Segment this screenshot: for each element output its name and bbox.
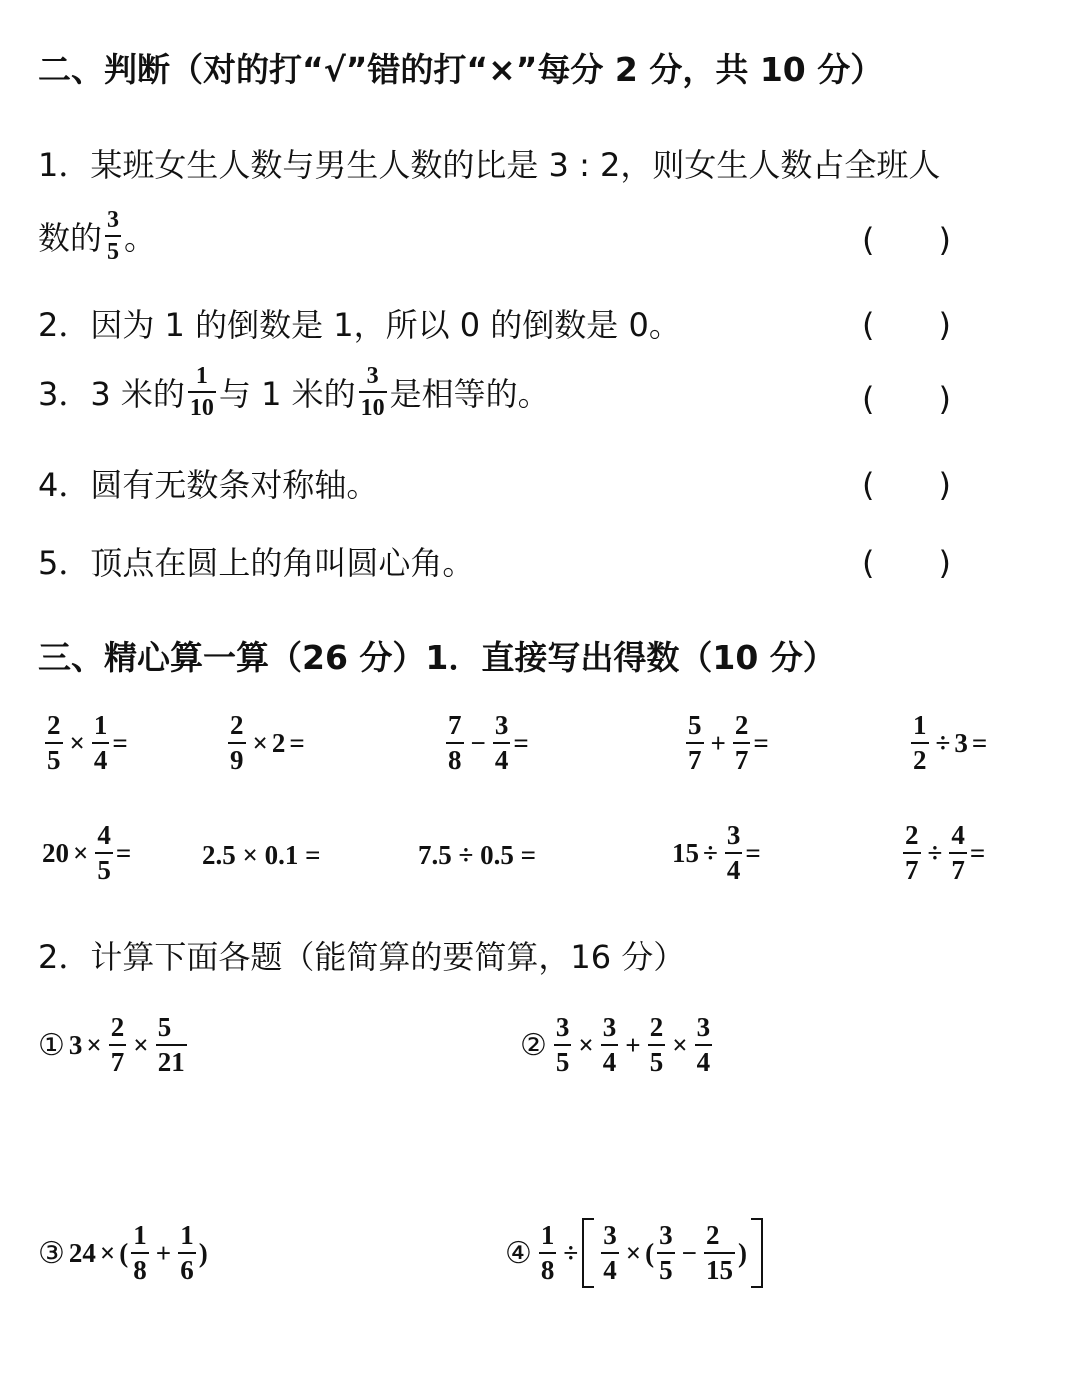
fraction: $\frac{3}{5}$ bbox=[659, 1220, 673, 1285]
item3-line bbox=[38, 364, 550, 420]
problem-number: ② bbox=[520, 1027, 547, 1063]
item1-prefix: 数的 bbox=[38, 219, 103, 257]
section2-title: 二、判断（对的打“√”错的打“×”每分 2 分，共 10 分） bbox=[38, 50, 884, 89]
item3-middle: 与 1 米的 bbox=[218, 375, 356, 413]
calc-r2-1: 20 × $\frac{4}{5}$ = bbox=[42, 820, 132, 885]
item5-text: 5．顶点在圆上的角叫圆心角。 bbox=[38, 544, 475, 582]
fraction: $\frac{3}{10}$ bbox=[360, 363, 385, 421]
calc-r1-3: $\frac{7}{8}$ − $\frac{3}{4}$ = bbox=[448, 710, 529, 775]
problem-number: ① bbox=[38, 1027, 65, 1063]
fraction: $\frac{2}{9}$ bbox=[230, 710, 244, 775]
fraction: $\frac{2}{15}$ bbox=[706, 1220, 734, 1285]
fraction: $\frac{3}{5}$ bbox=[107, 207, 120, 265]
section3-title: 三、精心算一算（26 分）1．直接写出得数（10 分） bbox=[38, 638, 836, 677]
fraction: $\frac{4}{5}$ bbox=[97, 820, 111, 885]
item3-suffix: 是相等的。 bbox=[389, 375, 550, 413]
problem-4: ④ $\frac{1}{8}$ ÷ $\frac{3}{4}$ × ( $\frac{3}{5}$ − $\frac{2}{15}$ ) bbox=[505, 1218, 763, 1288]
problem-3: ③ 24 × ( $\frac{1}{8}$ + $\frac{1}{6}$ ) bbox=[38, 1220, 208, 1285]
item3-prefix: 3．3 米的 bbox=[38, 375, 185, 413]
fraction: $\frac{3}{4}$ bbox=[494, 710, 509, 775]
item1-line2 bbox=[38, 208, 156, 264]
problem-number: ③ bbox=[38, 1235, 65, 1271]
item1-line1: 1．某班女生人数与男生人数的比是 3 : 2，则女生人数占全班人 bbox=[38, 146, 941, 184]
item1-suffix: 。 bbox=[124, 219, 157, 257]
fraction: $\frac{4}{7}$ bbox=[951, 820, 965, 885]
problem-1: ① 3 × $\frac{2}{7}$ × $\frac{5}{21}$ bbox=[38, 1012, 185, 1077]
fraction: $\frac{3}{4}$ bbox=[696, 1012, 711, 1077]
calc-r1-1: $\frac{2}{5}$ × $\frac{1}{4}$ = bbox=[47, 710, 128, 775]
fraction: $\frac{1}{10}$ bbox=[189, 363, 214, 421]
fraction: $\frac{3}{4}$ bbox=[602, 1012, 617, 1077]
calc-r2-5: $\frac{2}{7}$ ÷ $\frac{4}{7}$ = bbox=[905, 820, 986, 885]
fraction: $\frac{3}{4}$ bbox=[726, 820, 741, 885]
fraction: $\frac{3}{4}$ bbox=[603, 1220, 617, 1285]
fraction: $\frac{1}{6}$ bbox=[180, 1220, 194, 1285]
answer-paren-2[interactable]: ( ) bbox=[862, 306, 951, 344]
left-square-bracket bbox=[582, 1218, 594, 1288]
calc-r2-2: 2.5 × 0.1 = bbox=[202, 840, 321, 870]
part2-title: 2．计算下面各题（能简算的要简算，16 分） bbox=[38, 938, 686, 976]
answer-paren-3[interactable]: ( ) bbox=[862, 380, 951, 418]
fraction: $\frac{1}{8}$ bbox=[540, 1220, 555, 1285]
fraction: $\frac{5}{7}$ bbox=[688, 710, 702, 775]
answer-paren-5[interactable]: ( ) bbox=[862, 544, 951, 582]
answer-paren-1[interactable]: ( ) bbox=[862, 221, 951, 259]
item4-text: 4．圆有无数条对称轴。 bbox=[38, 466, 379, 504]
right-square-bracket bbox=[751, 1218, 763, 1288]
item2-text: 2．因为 1 的倒数是 1，所以 0 的倒数是 0。 bbox=[38, 306, 681, 344]
fraction: $\frac{3}{5}$ bbox=[555, 1012, 570, 1077]
fraction: $\frac{2}{5}$ bbox=[649, 1012, 664, 1077]
calc-r1-2: $\frac{2}{9}$ × 2 = bbox=[230, 710, 305, 775]
problem-number: ④ bbox=[505, 1235, 532, 1271]
calc-r2-4: 15 ÷ $\frac{3}{4}$ = bbox=[672, 820, 761, 885]
calc-r2-3: 7.5 ÷ 0.5 = bbox=[418, 840, 536, 870]
fraction: $\frac{2}{7}$ bbox=[734, 710, 749, 775]
answer-paren-4[interactable]: ( ) bbox=[862, 466, 951, 504]
calc-r1-4: $\frac{5}{7}$ + $\frac{2}{7}$ = bbox=[688, 710, 769, 775]
fraction: $\frac{1}{8}$ bbox=[133, 1220, 147, 1285]
fraction: $\frac{2}{7}$ bbox=[110, 1012, 125, 1077]
fraction: $\frac{2}{7}$ bbox=[905, 820, 919, 885]
fraction: $\frac{2}{5}$ bbox=[47, 710, 61, 775]
fraction: $\frac{7}{8}$ bbox=[448, 710, 462, 775]
problem-2: ② $\frac{3}{5}$ × $\frac{3}{4}$ + $\frac{2}{5}$ × $\frac{3}{4}$ bbox=[520, 1012, 711, 1077]
fraction: $\frac{1}{2}$ bbox=[913, 710, 927, 775]
calc-r1-5: $\frac{1}{2}$ ÷ 3 = bbox=[913, 710, 988, 775]
fraction: $\frac{1}{4}$ bbox=[93, 710, 108, 775]
fraction: $\frac{5}{21}$ bbox=[157, 1012, 185, 1077]
